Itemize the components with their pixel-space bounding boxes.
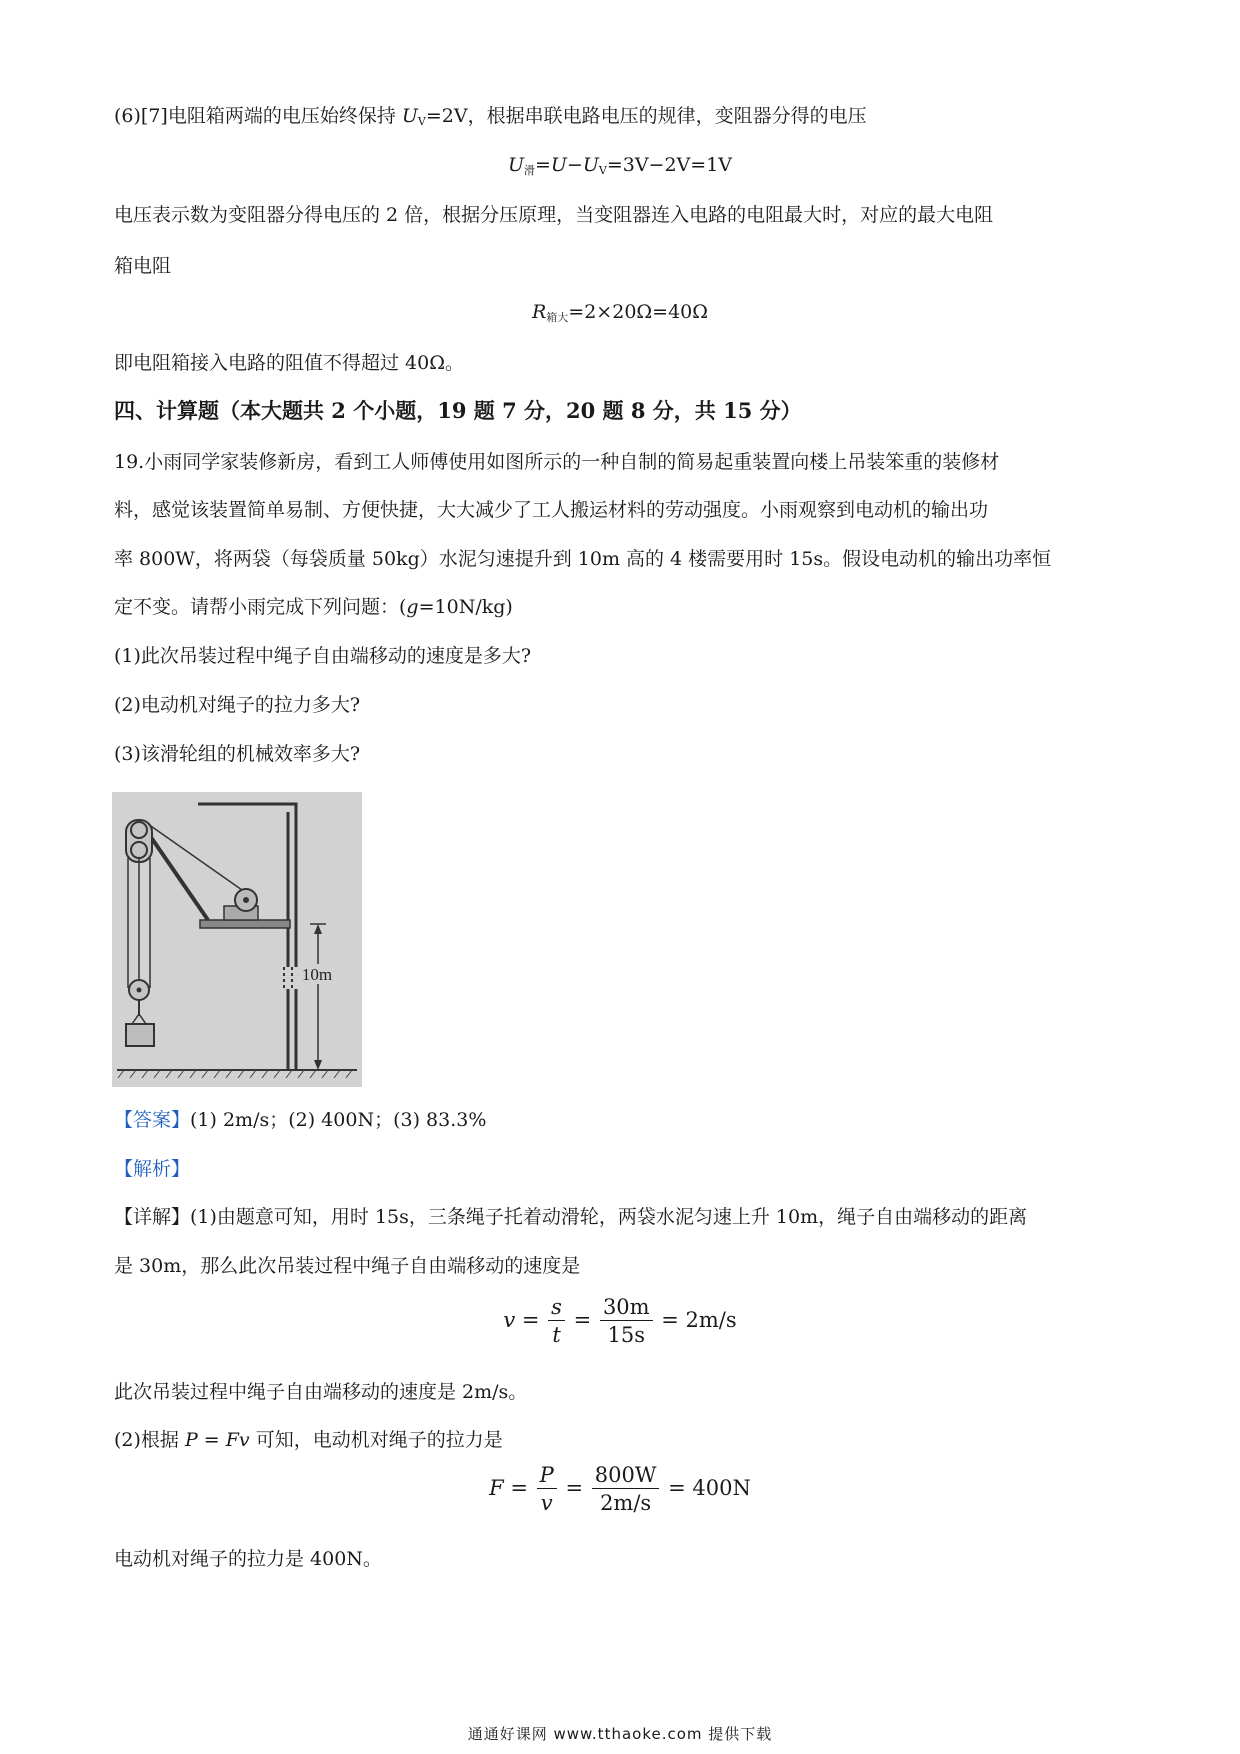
- symbol: R: [531, 301, 547, 323]
- fraction-30m-over-15s: [600, 1294, 653, 1349]
- symbol: U: [582, 154, 599, 176]
- subscript: 箱大: [546, 311, 569, 324]
- formula: P = Fv: [184, 1429, 250, 1451]
- height-label: 10m: [301, 965, 333, 984]
- equation-voltage: [0, 154, 1240, 178]
- text: =2V，根据串联电路电压的规律，变阻器分得的电压: [425, 105, 867, 127]
- equals: =: [510, 1476, 528, 1500]
- paragraph-7-line-2: 箱电阻: [114, 255, 172, 277]
- text: 可知，电动机对绳子的拉力是: [249, 1429, 503, 1451]
- equation-resistance: [0, 301, 1240, 325]
- equation-tail: =3V−2V=1V: [606, 154, 733, 176]
- footer-watermark: 通通好课网 www.tthaoke.com 提供下载: [467, 1725, 773, 1743]
- section-heading: 四、计算题（本大题共 2 个小题，19 题 7 分，20 题 8 分，共 15 分）: [114, 398, 802, 423]
- crane-pulley-figure: [112, 792, 362, 1087]
- symbol-f: F: [489, 1476, 504, 1500]
- movable-pulley-axle: [137, 988, 142, 993]
- text: =10N/kg): [418, 596, 513, 618]
- text: 定不变。请帮小雨完成下列问题：(: [114, 596, 407, 618]
- text: (1)由题意可知，用时 15s，三条绳子托着动滑轮，两袋水泥匀速上升 10m，绳子自由端移动的距离: [190, 1206, 1028, 1228]
- equation-force: [0, 1462, 1240, 1517]
- cement-load: [126, 1024, 154, 1046]
- question-19-line-2: 料，感觉该装置简单易制、方便快捷，大大减少了工人搬运材料的劳动强度。小雨观察到电动机的输出功: [114, 499, 989, 521]
- symbol-g: g: [406, 596, 419, 618]
- denominator: v: [540, 1491, 553, 1515]
- fraction-800w-over-2ms: [592, 1462, 660, 1517]
- sub-question-2: (2)电动机对绳子的拉力多大?: [114, 694, 361, 716]
- question-19-line-3: 率 800W，将两袋（每袋质量 50kg）水泥匀速提升到 10m 高的 4 楼需要用时 15s。假设电动机的输出功率恒: [114, 548, 1052, 570]
- text: (2)根据: [114, 1429, 185, 1451]
- result: = 2m/s: [661, 1308, 737, 1332]
- detail-line-2: 是 30m，那么此次吊装过程中绳子自由端移动的速度是: [114, 1255, 581, 1277]
- detail-tag: 【详解】: [114, 1206, 191, 1228]
- fraction-p-over-v: [537, 1462, 557, 1517]
- result: = 400N: [668, 1476, 751, 1500]
- analysis-tag: 【解析】: [114, 1158, 191, 1180]
- subscript: V: [598, 164, 607, 177]
- symbol: U: [550, 154, 567, 176]
- symbol-v: v: [503, 1308, 516, 1332]
- equals: =: [521, 1308, 540, 1332]
- paragraph-8: 即电阻箱接入电路的阻值不得超过 40Ω。: [114, 352, 464, 374]
- subscript: 滑: [523, 164, 535, 177]
- detail-line-4: [114, 1427, 503, 1453]
- motor-axle: [243, 897, 249, 903]
- sub-question-3: (3)该滑轮组的机械效率多大?: [114, 743, 361, 765]
- answer-tag: 【答案】: [114, 1109, 191, 1131]
- numerator: 800W: [592, 1462, 660, 1489]
- numerator: 30m: [600, 1294, 653, 1321]
- denominator: t: [552, 1323, 561, 1347]
- answer-line: [114, 1107, 486, 1133]
- question-19-line-4: [114, 594, 513, 620]
- numerator: s: [548, 1294, 565, 1321]
- equation-velocity: [0, 1294, 1240, 1349]
- operator: =: [534, 154, 551, 176]
- operator: −: [566, 154, 583, 176]
- sub-question-1: (1)此次吊装过程中绳子自由端移动的速度是多大?: [114, 645, 532, 667]
- paragraph-7-line-1: 电压表示数为变阻器分得电压的 2 倍，根据分压原理，当变阻器连入电路的电阻最大时，对应的最大电阻: [114, 204, 994, 226]
- symbol-u: U: [401, 105, 418, 127]
- equals: =: [565, 1476, 584, 1500]
- question-19-line-1: 19.小雨同学家装修新房，看到工人师傅使用如图所示的一种自制的简易起重装置向楼上吊装笨重的装修材: [114, 451, 1000, 473]
- subscript: V: [417, 115, 426, 128]
- equals: =: [573, 1308, 592, 1332]
- floor-slab: [200, 920, 290, 928]
- detail-line-1: [114, 1204, 1027, 1230]
- equation-tail: =2×20Ω=40Ω: [568, 301, 709, 323]
- denominator: 15s: [607, 1323, 645, 1347]
- fraction-s-over-t: [548, 1294, 565, 1349]
- numerator: P: [537, 1462, 557, 1489]
- detail-line-5: 电动机对绳子的拉力是 400N。: [114, 1548, 382, 1570]
- symbol: U: [507, 154, 524, 176]
- paragraph-6-line-1: [114, 103, 867, 135]
- detail-line-3: 此次吊装过程中绳子自由端移动的速度是 2m/s。: [114, 1381, 528, 1403]
- answer-text: (1) 2m/s；(2) 400N；(3) 83.3%: [190, 1109, 487, 1131]
- denominator: 2m/s: [600, 1491, 652, 1515]
- text: (6)[7]电阻箱两端的电压始终保持: [114, 105, 402, 127]
